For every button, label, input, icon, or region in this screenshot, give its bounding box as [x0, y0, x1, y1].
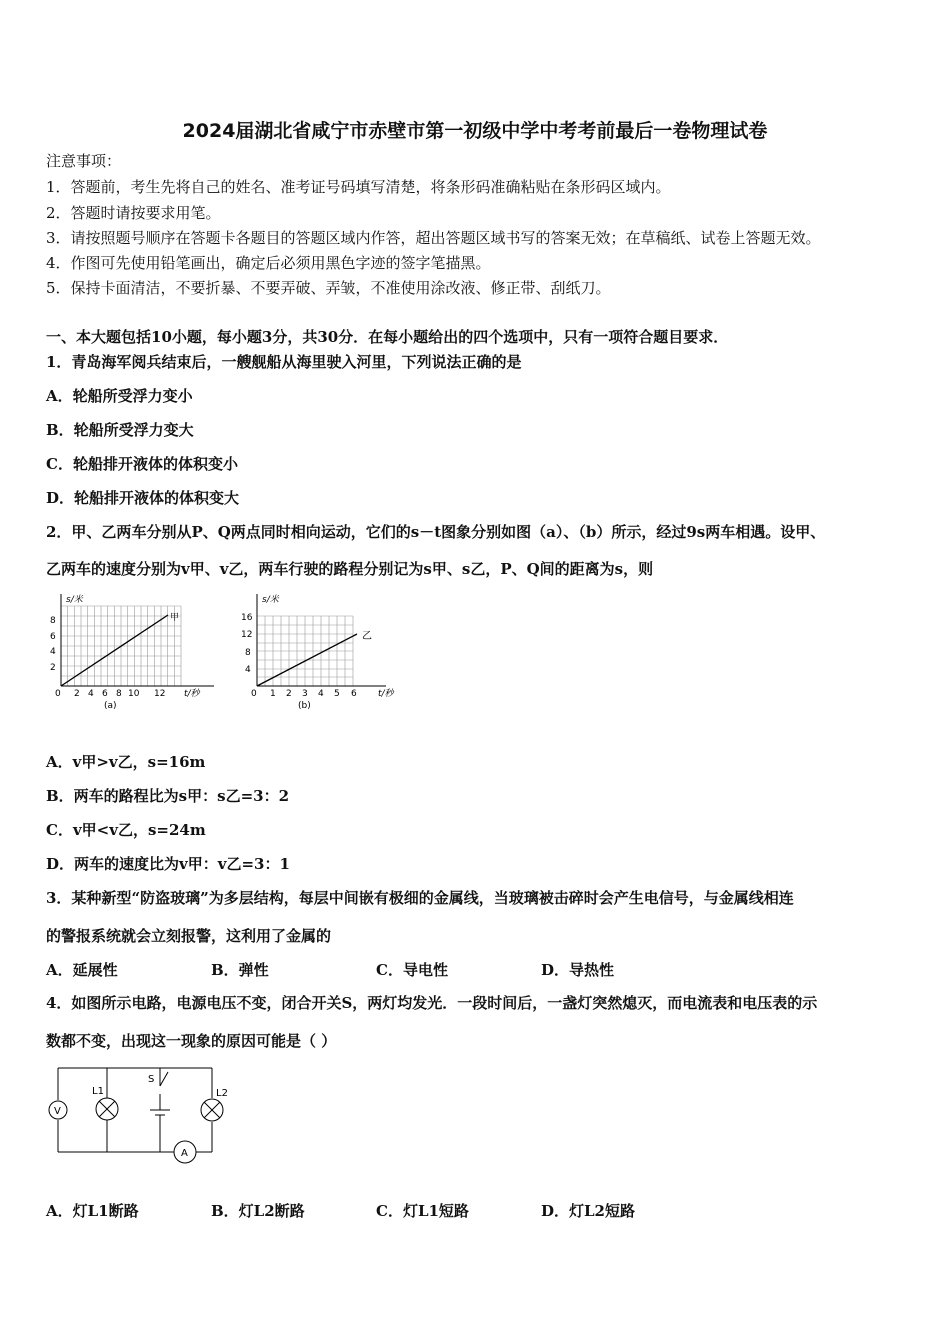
q1-option-a: A．轮船所受浮力变小	[46, 387, 193, 405]
lamp1-label: L1	[92, 1086, 104, 1097]
section-heading: 一、本大题包括10小题，每小题3分，共30分．在每小题给出的四个选项中，只有一项符合题目要求．	[46, 328, 729, 346]
lamp2-label: L2	[216, 1088, 228, 1099]
ammeter-label: A	[181, 1148, 188, 1159]
q2-option-d: D．两车的速度比为v甲：v乙=3：1	[46, 855, 290, 873]
note-item: 1．答题前，考生先将自己的姓名、准考证号码填写清楚，将条形码准确粘贴在条形码区域内。	[46, 178, 671, 196]
lamp-l1	[96, 1098, 118, 1120]
graph-b-series-label: 乙	[362, 631, 372, 642]
graph-a-xtick: 10	[128, 689, 140, 699]
page-title: 2024届湖北省咸宁市赤壁市第一初级中学中考考前最后一卷物理试卷	[182, 120, 768, 142]
graph-b-caption: (b)	[298, 701, 311, 711]
note-item: 3．请按照题号顺序在答题卡各题目的答题区域内作答，超出答题区域书写的答案无效；在草稿纸、试卷上答题无效。	[46, 229, 821, 247]
graph-a-xlabel: t/秒	[184, 689, 200, 699]
voltmeter-label: V	[54, 1106, 61, 1117]
graph-a-ytick: 8	[50, 616, 56, 626]
graph-b-xtick: 6	[351, 689, 357, 699]
graph-b-xlabel: t/秒	[378, 689, 394, 699]
note-item: 5．保持卡面清洁，不要折暴、不要弄破、弄皱，不准使用涂改液、修正带、刮纸刀。	[46, 279, 611, 297]
graph-a-xtick: 12	[154, 689, 166, 699]
q2-option-a: A．v甲>v乙，s=16m	[46, 753, 206, 771]
q2-option-b: B．两车的路程比为s甲：s乙=3：2	[46, 787, 290, 805]
graph-a-xtick: 4	[88, 689, 94, 699]
q4-option-a: A．灯L1断路	[46, 1202, 139, 1220]
lamp-l2	[201, 1099, 223, 1121]
graph-a-xtick: 0	[55, 689, 61, 699]
q2-stem-line2: 乙两车的速度分别为v甲、v乙，两车行驶的路程分别记为s甲、s乙，P、Q间的距离为s，则	[46, 560, 654, 578]
graph-a-xtick: 2	[74, 689, 80, 699]
q3-option-d: D．导热性	[541, 961, 615, 979]
graph-b-ytick: 16	[241, 613, 253, 623]
q4-stem-line2: 数都不变，出现这一现象的原因可能是（ ）	[46, 1032, 337, 1050]
graph-a-ylabel: s/米	[66, 595, 83, 605]
q3-option-c: C．导电性	[376, 961, 448, 979]
graph-b-xtick: 4	[318, 689, 324, 699]
q4-stem-line1: 4．如图所示电路，电源电压不变，闭合开关S，两灯均发光．一段时间后，一盏灯突然熄灭，而电流表和电压表的示	[46, 994, 818, 1012]
graph-a-ytick: 2	[50, 663, 56, 673]
q4-option-c: C．灯L1短路	[376, 1202, 469, 1220]
graph-b-grid	[257, 616, 353, 686]
q2-option-c: C．v甲<v乙，s=24m	[46, 821, 206, 839]
circuit-diagram	[44, 1060, 244, 1168]
q1-option-d: D．轮船排开液体的体积变大	[46, 489, 240, 507]
q4-option-d: D．灯L2短路	[541, 1202, 635, 1220]
graph-a	[44, 590, 224, 715]
graph-b-ytick: 8	[245, 648, 251, 658]
notes-heading: 注意事项：	[46, 152, 122, 170]
graph-b-xtick: 1	[270, 689, 276, 699]
switch-label: S	[148, 1074, 155, 1085]
graph-a-xtick: 8	[116, 689, 122, 699]
note-item: 4．作图可先使用铅笔画出，确定后必须用黑色字迹的签字笔描黑。	[46, 254, 491, 272]
q3-stem-line1: 3．某种新型“防盗玻璃”为多层结构，每层中间嵌有极细的金属线，当玻璃被击碎时会产生电信号，与金属线相连	[46, 889, 794, 907]
q3-option-b: B．弹性	[211, 961, 269, 979]
q3-option-a: A．延展性	[46, 961, 118, 979]
graph-b-xtick: 3	[302, 689, 308, 699]
q1-option-c: C．轮船排开液体的体积变小	[46, 455, 238, 473]
q3-stem-line2: 的警报系统就会立刻报警，这利用了金属的	[46, 927, 332, 945]
graph-b-ylabel: s/米	[262, 595, 279, 605]
q1-option-b: B．轮船所受浮力变大	[46, 421, 194, 439]
note-item: 2．答题时请按要求用笔。	[46, 204, 221, 222]
q4-option-b: B．灯L2断路	[211, 1202, 305, 1220]
graph-b-xtick: 2	[286, 689, 292, 699]
graph-a-ytick: 4	[50, 647, 56, 657]
q1-stem: 1．青岛海军阅兵结束后，一艘舰船从海里驶入河里，下列说法正确的是	[46, 353, 522, 371]
graph-a-ytick: 6	[50, 632, 56, 642]
q2-stem-line1: 2．甲、乙两车分别从P、Q两点同时相向运动，它们的s－t图象分别如图（a）、（b）所示，经过9s两车相遇。设甲、	[46, 523, 826, 541]
graph-a-series-label: 甲	[170, 613, 180, 623]
graph-b	[238, 590, 418, 715]
graph-b-xtick: 5	[334, 689, 340, 699]
graph-b-xtick: 0	[251, 689, 257, 699]
graph-b-ytick: 4	[245, 665, 251, 675]
graph-b-ytick: 12	[241, 630, 253, 640]
graph-a-caption: (a)	[104, 701, 117, 711]
graph-a-xtick: 6	[102, 689, 108, 699]
